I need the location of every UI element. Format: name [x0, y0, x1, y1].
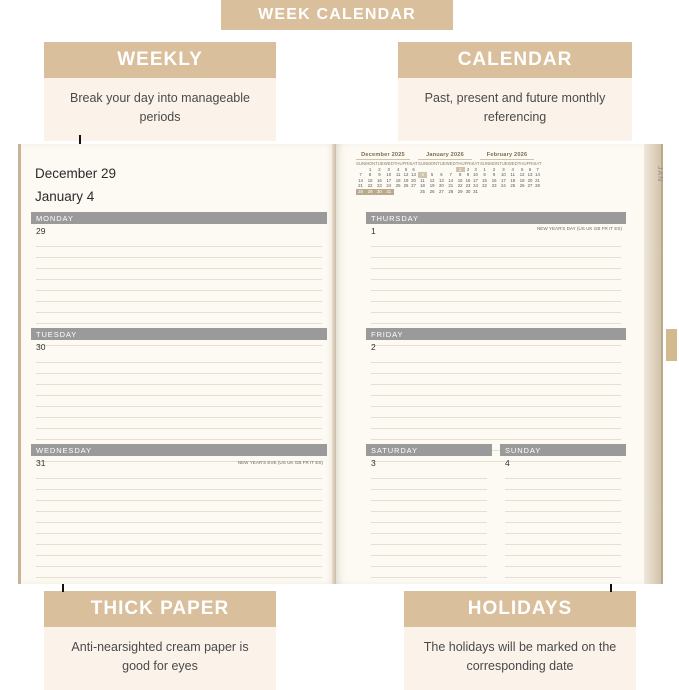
- mini-calendar-day: 16: [465, 177, 471, 183]
- mini-calendar-day: 8: [368, 172, 372, 178]
- mini-calendar-dow: TUE: [437, 161, 446, 166]
- mini-calendar-day: 28: [535, 183, 540, 189]
- day-number-friday: 2: [371, 342, 376, 352]
- mini-calendar-day: 20: [527, 177, 533, 183]
- mini-calendar-day: [403, 189, 410, 195]
- mini-calendar-january-title: January 2026: [418, 152, 472, 160]
- mini-calendar-day: 11: [510, 172, 515, 178]
- mini-calendar-dow: SAT: [409, 161, 418, 166]
- mini-calendar-dow: SAT: [533, 161, 542, 166]
- mini-calendar-day: 17: [473, 177, 478, 183]
- mini-calendar-day: 4: [396, 166, 400, 172]
- mini-calendar-day: 7: [449, 172, 452, 178]
- mini-calendar-day: 14: [358, 177, 363, 183]
- mini-calendar-day: 4: [511, 166, 514, 172]
- mini-calendar-day: 28: [356, 189, 365, 195]
- mini-calendar-day: 1: [483, 166, 486, 172]
- mini-calendar-day: 17: [501, 177, 506, 183]
- mini-calendar-dow: WED: [383, 161, 394, 166]
- month-tab-jan[interactable]: JAN: [656, 166, 663, 183]
- callout-weekly-title: WEEKLY: [44, 42, 276, 78]
- mini-calendar-day: 18: [420, 183, 425, 189]
- mini-calendar-day: 28: [448, 188, 454, 194]
- day-number-saturday: 3: [371, 458, 376, 468]
- mini-calendar-day: 3: [387, 166, 390, 172]
- day-name-monday: MONDAY: [36, 214, 74, 223]
- mini-calendar-day: 16: [377, 177, 382, 183]
- mini-calendar-day: 7: [359, 172, 362, 178]
- mini-calendar-day: 31: [384, 189, 394, 195]
- mini-calendar-day: 11: [395, 172, 401, 178]
- callout-holidays-body: The holidays will be marked on the corresponding date: [404, 627, 636, 690]
- mini-calendar-day: 27: [527, 183, 533, 189]
- day-head-tuesday: [31, 328, 327, 340]
- mini-calendar-day: 19: [429, 183, 435, 189]
- mini-calendar-dow: THU: [517, 161, 527, 166]
- mini-calendar-day: 26: [429, 188, 435, 194]
- mini-calendar-day: 30: [465, 188, 471, 194]
- planner-cover-edge: [644, 144, 663, 584]
- mini-calendar-day: 1: [456, 167, 465, 173]
- mini-calendar-day: 22: [482, 183, 487, 189]
- mini-calendar-day: 29: [457, 188, 463, 194]
- day-block-saturday: [366, 444, 492, 578]
- mini-calendar-day: [410, 189, 418, 195]
- mini-calendar-day: 13: [411, 172, 416, 178]
- mini-calendar-dow: FRI: [526, 161, 534, 166]
- day-block-sunday: [500, 444, 626, 578]
- callout-thick-paper-body: Anti-nearsighted cream paper is good for eyes: [44, 627, 276, 690]
- mini-calendar-day: 3: [502, 166, 505, 172]
- mini-calendar-day: 10: [501, 172, 506, 178]
- mini-calendar-day: 25: [420, 188, 425, 194]
- week-calendar-banner: [221, 0, 453, 30]
- day-name-wednesday: WEDNESDAY: [36, 446, 92, 455]
- day-holiday-thursday: NEW YEAR'S DAY (US UK GB FR IT ES): [536, 226, 622, 231]
- mini-calendar-day: 29: [365, 189, 375, 195]
- mini-calendar-day: 2: [378, 166, 381, 172]
- day-number-sunday: 4: [505, 458, 510, 468]
- callout-calendar-title: CALENDAR: [398, 42, 632, 78]
- mini-calendar-day: 18: [510, 177, 516, 183]
- callout-calendar-body: Past, present and future monthly referencing: [398, 78, 632, 141]
- mini-calendar-dow: THU: [393, 161, 403, 166]
- mini-calendar-day: 12: [429, 177, 435, 183]
- mini-calendar-day: 13: [527, 172, 533, 178]
- callout-calendar: [398, 42, 632, 141]
- day-block-friday: [366, 328, 626, 462]
- day-head-monday: [31, 212, 327, 224]
- mini-calendar-day: 12: [403, 172, 409, 178]
- mini-calendar-day: 21: [448, 183, 454, 189]
- mini-calendar-day: 8: [458, 172, 462, 178]
- planner-spread: [18, 144, 661, 584]
- mini-calendar-dow: SAT: [471, 161, 480, 166]
- mini-calendar-day: 10: [386, 172, 392, 178]
- day-name-tuesday: TUESDAY: [36, 330, 78, 339]
- mini-calendar-dow: FRI: [402, 161, 410, 166]
- mini-calendar-day: 16: [491, 177, 497, 183]
- day-number-monday: 29: [36, 226, 46, 236]
- mini-calendar-dow: THU: [455, 161, 465, 166]
- mini-calendar-day: 5: [430, 172, 434, 178]
- mini-calendar-day: 18: [395, 177, 401, 183]
- callout-holidays-title: HOLIDAYS: [404, 591, 636, 627]
- week-calendar-banner-label: WEEK CALENDAR: [258, 6, 416, 23]
- mini-calendar-day: 11: [420, 177, 425, 183]
- mini-calendar-day: 19: [519, 177, 525, 183]
- mini-calendar-dow: MON: [365, 161, 376, 166]
- mini-calendar-dow: WED: [445, 161, 456, 166]
- mini-calendar-day: 20: [439, 183, 444, 189]
- mini-calendar-day: 15: [457, 177, 463, 183]
- mini-calendar-day: 19: [403, 177, 409, 183]
- mini-calendar-day: 25: [395, 183, 401, 189]
- planner-bookmark[interactable]: [666, 329, 677, 361]
- mini-calendar-day: 20: [411, 177, 416, 183]
- mini-calendar-day: 21: [535, 177, 540, 183]
- mini-calendar-day: 13: [439, 177, 444, 183]
- mini-calendar-dow: WED: [507, 161, 518, 166]
- mini-calendar-day: 25: [510, 183, 516, 189]
- mini-calendar-february: [480, 152, 542, 195]
- mini-calendar-day: 5: [404, 166, 408, 172]
- day-number-tuesday: 30: [36, 342, 46, 352]
- day-number-wednesday: 31: [36, 458, 46, 468]
- mini-calendar-day: [394, 189, 403, 195]
- mini-calendar-dow: TUE: [499, 161, 508, 166]
- day-block-thursday: [366, 212, 626, 346]
- mini-calendar-day: 27: [411, 183, 416, 189]
- day-lines-wednesday: [31, 468, 327, 578]
- day-head-saturday: [366, 444, 492, 456]
- mini-calendar-day: 2: [492, 166, 496, 172]
- mini-calendar-day: 15: [482, 177, 487, 183]
- mini-calendar-day: 8: [483, 172, 486, 178]
- mini-calendar-day: 12: [519, 172, 525, 178]
- mini-calendar-day: 21: [358, 183, 363, 189]
- day-block-tuesday: [31, 328, 327, 462]
- mini-calendar-january: [418, 152, 480, 195]
- mini-calendar-day: 31: [473, 188, 478, 194]
- mini-calendar-day: 15: [367, 177, 373, 183]
- planner-left-page: [18, 144, 336, 584]
- callout-weekly: [44, 42, 276, 141]
- mini-calendar-february-title: February 2026: [480, 152, 534, 160]
- mini-calendar-day: 5: [520, 166, 524, 172]
- mini-calendar-dow: FRI: [464, 161, 472, 166]
- mini-calendar-day: 23: [491, 183, 497, 189]
- day-name-sunday: SUNDAY: [505, 446, 542, 455]
- mini-calendars: [356, 152, 542, 195]
- mini-calendar-day: 22: [367, 183, 373, 189]
- mini-calendar-day: 4: [418, 172, 427, 178]
- mini-calendar-day: 24: [501, 183, 506, 189]
- week-title-line2: January 4: [35, 189, 95, 204]
- mini-calendar-day: 26: [403, 183, 409, 189]
- week-title-line1: December 29: [35, 166, 117, 181]
- mini-calendar-day: 14: [535, 172, 540, 178]
- day-number-thursday: 1: [371, 226, 376, 236]
- mini-calendar-day: 9: [466, 172, 470, 178]
- mini-calendar-day: 1: [368, 166, 372, 172]
- mini-calendar-day: 24: [473, 183, 478, 189]
- callout-thick-paper-title: THICK PAPER: [44, 591, 276, 627]
- mini-calendar-december: [356, 152, 418, 195]
- day-lines-saturday: [366, 468, 492, 578]
- mini-calendar-day: 6: [440, 172, 443, 178]
- mini-calendar-day: 9: [492, 172, 496, 178]
- day-name-saturday: SATURDAY: [371, 446, 418, 455]
- callout-weekly-body: Break your day into manageable periods: [44, 78, 276, 141]
- mini-calendar-day: 23: [377, 183, 382, 189]
- mini-calendar-dow: MON: [489, 161, 500, 166]
- mini-calendar-day: 26: [519, 183, 525, 189]
- day-block-wednesday: [31, 444, 327, 578]
- mini-calendar-day: 9: [378, 172, 381, 178]
- mini-calendar-day: 14: [448, 177, 454, 183]
- mini-calendar-day: 24: [386, 183, 392, 189]
- mini-calendar-dow: SUN: [356, 161, 366, 166]
- mini-calendar-dow: SUN: [418, 161, 428, 166]
- day-head-wednesday: [31, 444, 327, 456]
- mini-calendar-day: 6: [528, 166, 532, 172]
- day-lines-sunday: [500, 468, 626, 578]
- mini-calendar-dow: SUN: [480, 161, 490, 166]
- mini-calendar-day: 22: [457, 183, 463, 189]
- callout-thick-paper: [44, 591, 276, 690]
- day-head-sunday: [500, 444, 626, 456]
- mini-calendar-day: 2: [466, 166, 470, 172]
- day-head-thursday: [366, 212, 626, 224]
- mini-calendar-day: 27: [439, 188, 444, 194]
- day-name-friday: FRIDAY: [371, 330, 404, 339]
- mini-calendar-dow: MON: [427, 161, 438, 166]
- mini-calendar-dow: TUE: [375, 161, 384, 166]
- mini-calendar-day: 30: [377, 188, 382, 194]
- mini-calendar-day: 3: [474, 166, 477, 172]
- planner-right-page: [336, 144, 644, 584]
- mini-calendar-day: 7: [536, 166, 539, 172]
- day-block-monday: [31, 212, 327, 346]
- mini-calendar-day: 10: [473, 172, 478, 178]
- day-holiday-wednesday: NEW YEAR'S EVE (US UK GB FR IT ES): [237, 460, 323, 465]
- mini-calendar-day: 17: [386, 177, 392, 183]
- mini-calendar-day: 6: [412, 166, 415, 172]
- mini-calendar-december-title: December 2025: [356, 152, 410, 160]
- day-name-thursday: THURSDAY: [371, 214, 419, 223]
- callout-holidays: [404, 591, 636, 690]
- mini-calendar-day: 23: [465, 183, 471, 189]
- day-head-friday: [366, 328, 626, 340]
